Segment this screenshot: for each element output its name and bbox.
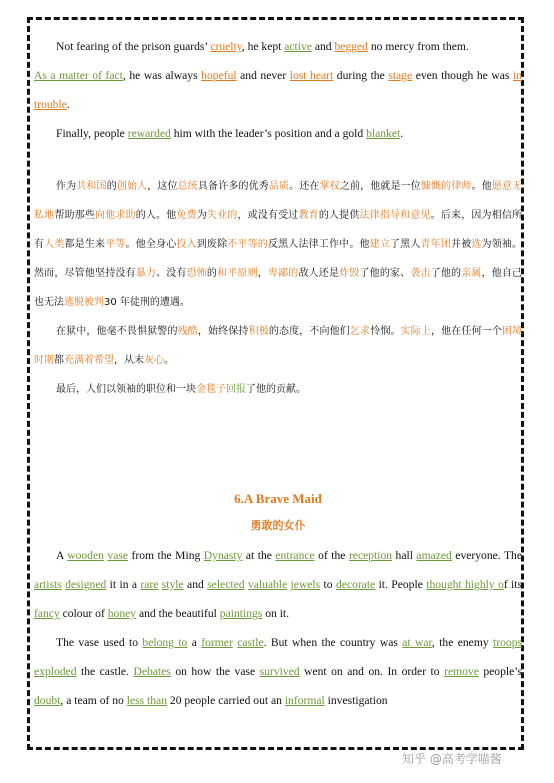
zh-paragraph-3: 最后，人们以领袖的职位和一块金毯子回报了他的贡献。 xyxy=(56,384,306,395)
en-paragraph-3: Finally, people rewarded him with the leader’s position and a gold blanket. xyxy=(56,127,404,140)
section-title-en: 6.A Brave Maid xyxy=(234,491,322,506)
zh-paragraph-2: 在狱中，他毫不畏惧狱警的残酷，始终保持积极的态度，不向他们乞求怜悯。实际上，他在任何一个困境时期都充满着希望，从未灰心。 xyxy=(34,326,523,366)
en2-paragraph-1: A wooden vase from the Ming Dynasty at the entrance of the reception hall amazed everyone. The artists designed it in a rare style and selected valuable jewels to decorate it. People thought highly of its fancy colour of honey and the beautiful paintings on it. xyxy=(34,549,522,620)
en2-paragraph-2: The vase used to belong to a former castle. But when the country was at war, the enemy troops exploded the castle. Debates on how the vase survived went on and on. In order to remove people’s doubt, a team of no less than 20 people carried out an informal investigation xyxy=(34,636,522,707)
en-paragraph-1: Not fearing of the prison guards’ cruelty, he kept active and begged no mercy from them. xyxy=(56,40,469,53)
zhihu-watermark: 知乎 @高考学喵酱 xyxy=(402,752,502,766)
en-paragraph-2: As a matter of fact, he was always hopeful and never lost heart during the stage even though he was in trouble. xyxy=(34,69,522,111)
zh-paragraph-1: 作为共和国的创始人，这位总统具备许多的优秀品质。还在掌权之前，他就是一位慷慨的律师。他愿意无私地帮助那些向他求助的人。他免费为失业的，或没有受过教育的人提供法律指导和意见。后来，因为相信所有人类都是生来平等。他全身心投入到废除不平等的反黑人法律工作中。他建立了黑人青年团并被选为领袖。然而，尽管他坚持没有暴力、没有恐怖的和平原则，卑鄙的敌人还是炸毁了他的家、袭击了他的亲属，他自己也无法逃脱被判30 年徒刑的遭遇。 xyxy=(34,181,523,308)
section-title-zh: 勇敢的女仆 xyxy=(250,519,306,532)
document-body xyxy=(34,32,522,715)
